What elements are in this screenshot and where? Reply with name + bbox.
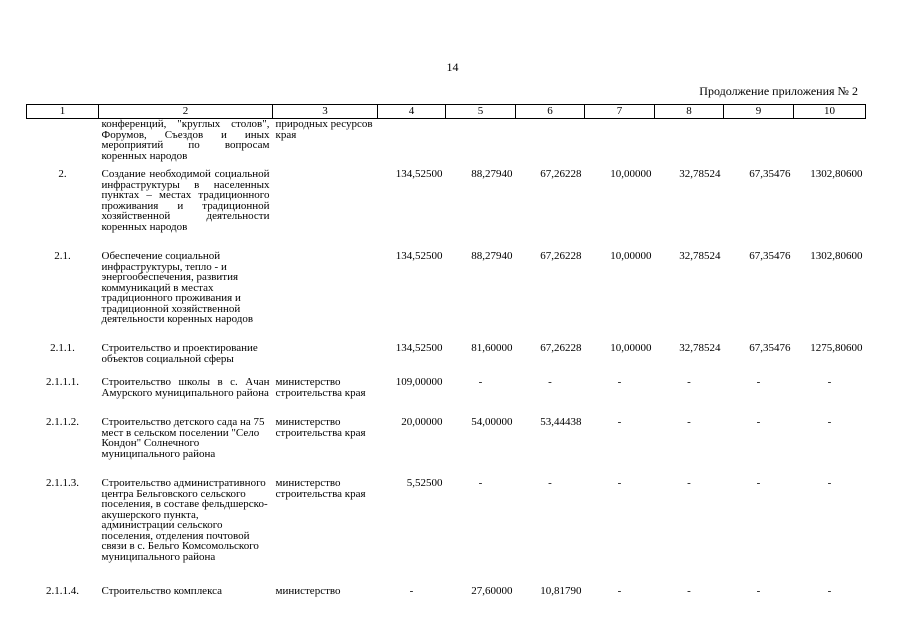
table-row xyxy=(27,417,866,478)
row-value: - xyxy=(827,417,832,428)
row-number: 2.1.1.1. xyxy=(46,377,79,388)
row-number: 2. xyxy=(58,169,67,180)
row-value: 32,78524 xyxy=(679,169,721,180)
row-value: - xyxy=(478,377,483,388)
column-header: 9 xyxy=(724,105,794,119)
row-value xyxy=(794,119,866,170)
row-value xyxy=(446,119,516,170)
column-header: 5 xyxy=(446,105,516,119)
row-value xyxy=(378,119,446,170)
row-name: Строительство школы в с. Ачан Амурского муниципального района xyxy=(101,377,270,399)
row-value: 27,60000 xyxy=(471,586,513,597)
table-row xyxy=(27,119,866,170)
row-value: 10,00000 xyxy=(610,251,652,262)
row-value: - xyxy=(756,377,761,388)
row-value: - xyxy=(687,478,691,489)
row-value: - xyxy=(478,478,483,489)
program-table xyxy=(26,104,866,606)
row-value: - xyxy=(548,478,552,489)
row-name: Строительство и проектирование объектов социальной сферы xyxy=(101,343,258,365)
row-number: 2.1.1.3. xyxy=(46,478,79,489)
row-value: 67,35476 xyxy=(749,169,791,180)
row-name: Строительство административного центра Бельговского сельского поселения, в составе фельдшерско-акушерского пункта, администрации сельского поселения, отделения почтовой связи в с. Бельго Комсомольского муниципального района xyxy=(101,478,268,563)
row-value: 32,78524 xyxy=(679,343,721,354)
row-value: 67,26228 xyxy=(540,251,582,262)
row-value: 81,60000 xyxy=(471,343,513,354)
appendix-continuation-note: Продолжение приложения № 2 xyxy=(699,84,858,98)
row-value: - xyxy=(756,417,761,428)
row-name: конференций, "круглых столов", Форумов, Съездов и иных мероприятий по вопросам коренных народов xyxy=(101,118,270,162)
page-number: 14 xyxy=(446,60,459,74)
column-header: 6 xyxy=(516,105,585,119)
column-header: 1 xyxy=(27,105,99,119)
row-name: Строительство детского сада на 75 мест в сельском поселении "Село Кондон" Солнечного муниципального района xyxy=(101,417,265,460)
row-name: Обеспечение социальной инфраструктуры, тепло - и энергообеспечения, развития коммуникаций в местах традиционного проживания и традиционной хозяйственной деятельности коренных народов xyxy=(101,251,254,325)
row-executor xyxy=(273,169,378,251)
row-executor xyxy=(273,343,378,377)
row-value: 88,27940 xyxy=(471,169,513,180)
row-value: 10,00000 xyxy=(610,169,652,180)
column-header: 7 xyxy=(585,105,655,119)
row-value: - xyxy=(617,586,622,597)
table-row xyxy=(27,169,866,251)
row-executor: природных ресурсов края xyxy=(275,118,373,141)
table-row xyxy=(27,343,866,377)
row-number: 2.1.1. xyxy=(50,343,75,354)
row-value: - xyxy=(409,586,414,597)
row-executor: министерство строительства края xyxy=(275,417,366,439)
column-number-header xyxy=(27,105,866,119)
row-value: 67,26228 xyxy=(540,169,582,180)
row-number: 2.1. xyxy=(54,251,71,262)
row-value: 67,26228 xyxy=(540,343,582,354)
table-row xyxy=(27,478,866,586)
row-value: 5,52500 xyxy=(406,478,443,489)
row-executor: министерство xyxy=(275,586,341,597)
row-value: 67,35476 xyxy=(749,343,791,354)
row-value: - xyxy=(827,478,832,489)
row-value: 10,00000 xyxy=(610,343,652,354)
row-value: - xyxy=(617,417,622,428)
row-executor xyxy=(273,251,378,343)
row-value: 53,44438 xyxy=(540,417,582,428)
row-value: 20,00000 xyxy=(401,417,443,428)
row-name: Строительство комплекса xyxy=(101,586,223,597)
table-row xyxy=(27,251,866,343)
row-value xyxy=(585,119,655,170)
row-value xyxy=(655,119,724,170)
row-value: - xyxy=(827,586,832,597)
row-value: 1302,80600 xyxy=(810,251,863,262)
column-header: 3 xyxy=(273,105,378,119)
row-executor: министерство строительства края xyxy=(275,478,366,500)
row-value: 134,52500 xyxy=(395,169,443,180)
row-executor: министерство строительства края xyxy=(275,377,366,399)
row-value: 32,78524 xyxy=(679,251,721,262)
row-value: 54,00000 xyxy=(471,417,513,428)
row-value: 109,00000 xyxy=(395,377,443,388)
row-number xyxy=(27,119,99,170)
row-value: - xyxy=(756,478,761,489)
row-value: 10,81790 xyxy=(540,586,582,597)
row-value: 1302,80600 xyxy=(810,169,863,180)
table-row xyxy=(27,586,866,606)
table-row xyxy=(27,377,866,417)
row-number: 2.1.1.4. xyxy=(46,586,79,597)
row-value: - xyxy=(756,586,761,597)
row-number: 2.1.1.2. xyxy=(46,417,79,428)
row-value: - xyxy=(827,377,832,388)
column-header: 2 xyxy=(99,105,273,119)
row-value xyxy=(724,119,794,170)
row-value: 134,52500 xyxy=(395,251,443,262)
column-header: 8 xyxy=(655,105,724,119)
column-header: 10 xyxy=(794,105,866,119)
row-value xyxy=(516,119,585,170)
row-value: - xyxy=(617,478,622,489)
row-value: - xyxy=(687,586,691,597)
row-value: - xyxy=(617,377,622,388)
row-value: 1275,80600 xyxy=(810,343,863,354)
row-value: - xyxy=(548,377,552,388)
column-header: 4 xyxy=(378,105,446,119)
row-value: 67,35476 xyxy=(749,251,791,262)
row-value: - xyxy=(687,377,691,388)
row-value: 88,27940 xyxy=(471,251,513,262)
row-value: 134,52500 xyxy=(395,343,443,354)
row-value: - xyxy=(687,417,691,428)
row-name: Создание необходимой социальной инфраструктуры в населенных пунктах – местах традиционного проживания и традиционной хозяйственной деятельности коренных народов xyxy=(101,169,270,233)
